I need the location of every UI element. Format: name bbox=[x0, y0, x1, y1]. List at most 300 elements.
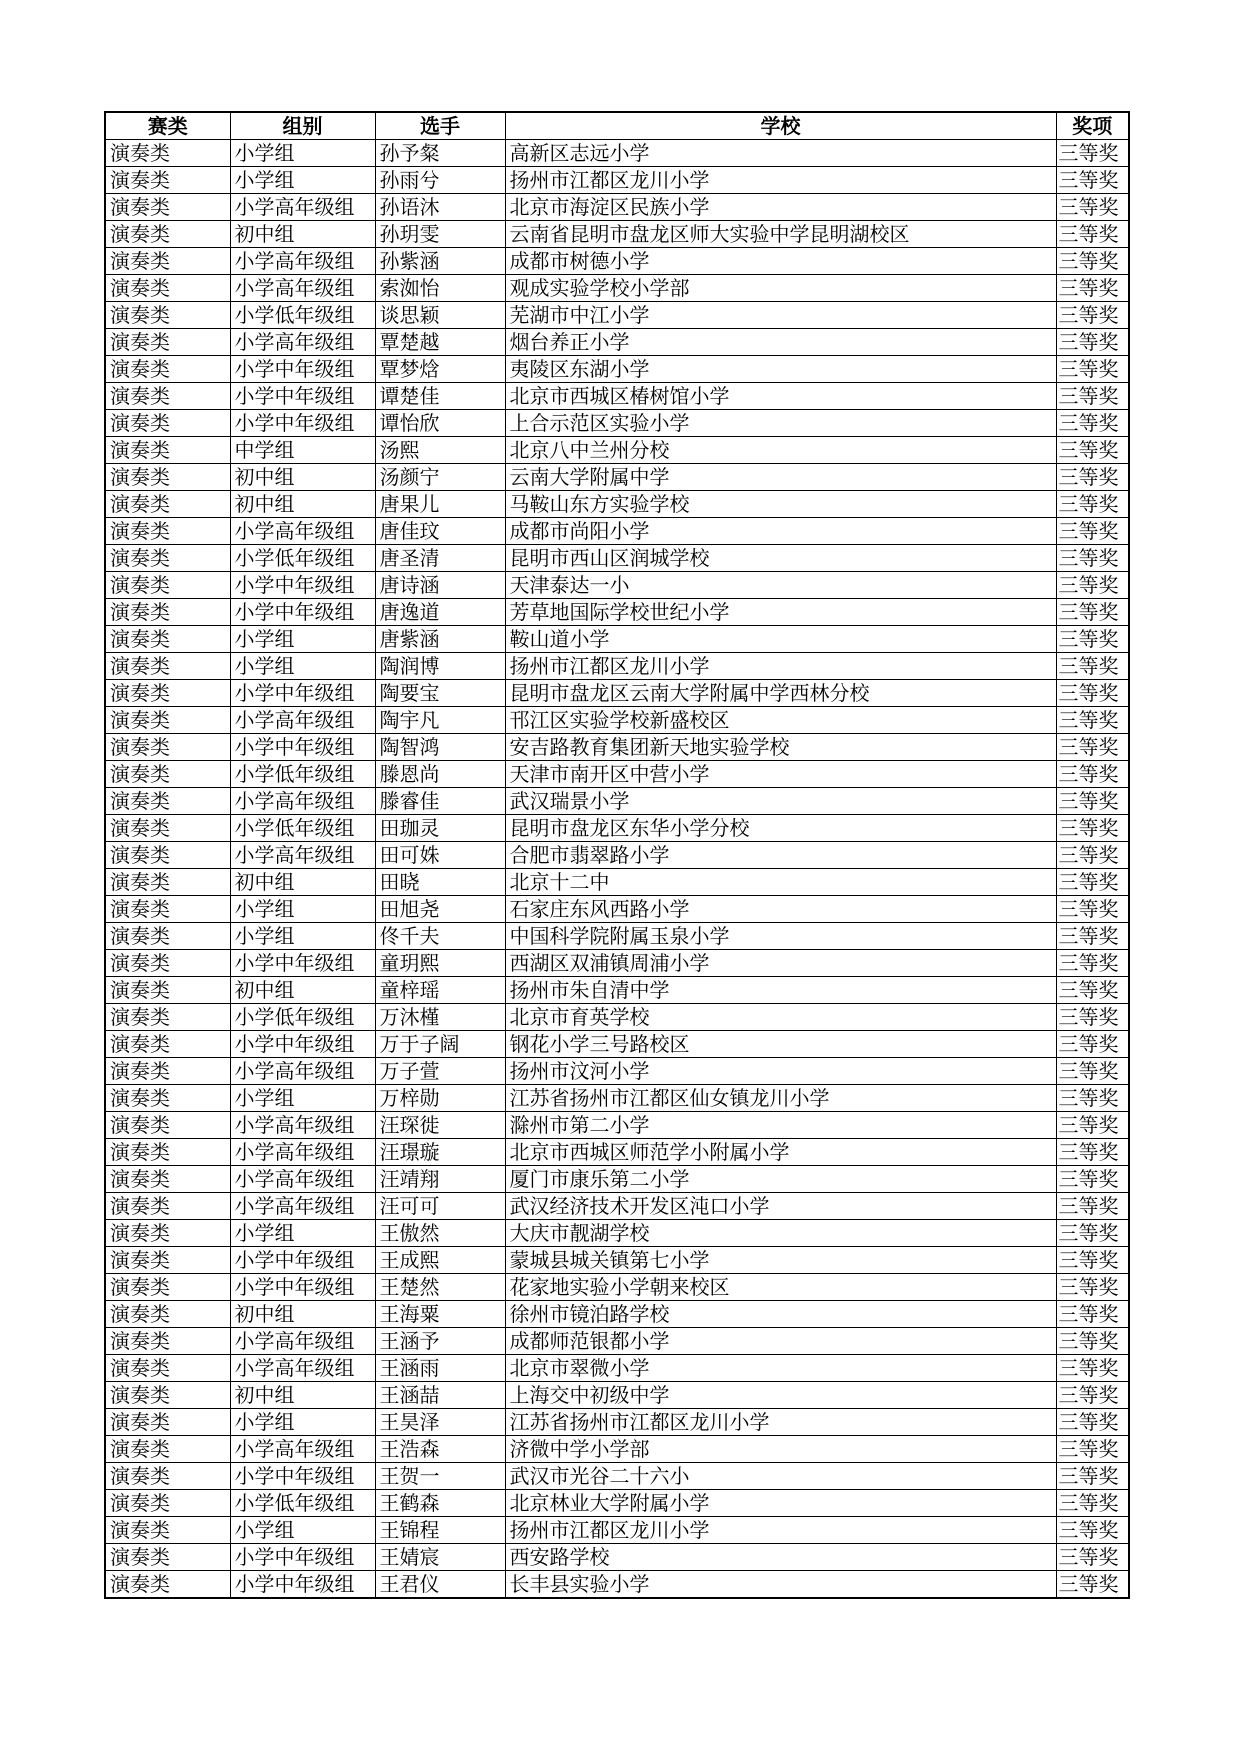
cell-group: 小学组 bbox=[230, 923, 375, 950]
cell-group: 小学高年级组 bbox=[230, 275, 375, 302]
cell-award: 三等奖 bbox=[1056, 410, 1129, 437]
cell-contestant: 王涵予 bbox=[375, 1328, 505, 1355]
header-school: 学校 bbox=[505, 112, 1056, 140]
table-row bbox=[105, 194, 1129, 221]
table-row bbox=[105, 1355, 1129, 1382]
cell-category: 演奏类 bbox=[105, 1112, 230, 1139]
cell-group: 小学中年级组 bbox=[230, 950, 375, 977]
cell-group: 初中组 bbox=[230, 977, 375, 1004]
cell-group: 小学中年级组 bbox=[230, 1247, 375, 1274]
cell-contestant: 田可姝 bbox=[375, 842, 505, 869]
table-row bbox=[105, 1517, 1129, 1544]
cell-contestant: 孙予粲 bbox=[375, 140, 505, 167]
cell-contestant: 王婧宸 bbox=[375, 1544, 505, 1571]
cell-school: 云南大学附属中学 bbox=[505, 464, 1056, 491]
cell-school: 厦门市康乐第二小学 bbox=[505, 1166, 1056, 1193]
cell-school: 花家地实验小学朝来校区 bbox=[505, 1274, 1056, 1301]
cell-award: 三等奖 bbox=[1056, 1058, 1129, 1085]
cell-category: 演奏类 bbox=[105, 599, 230, 626]
table-row bbox=[105, 680, 1129, 707]
cell-school: 观成实验学校小学部 bbox=[505, 275, 1056, 302]
cell-group: 初中组 bbox=[230, 221, 375, 248]
cell-school: 蒙城县城关镇第七小学 bbox=[505, 1247, 1056, 1274]
cell-school: 滁州市第二小学 bbox=[505, 1112, 1056, 1139]
cell-award: 三等奖 bbox=[1056, 977, 1129, 1004]
cell-group: 初中组 bbox=[230, 491, 375, 518]
table-row bbox=[105, 1220, 1129, 1247]
cell-award: 三等奖 bbox=[1056, 1463, 1129, 1490]
table-header bbox=[105, 112, 1129, 140]
table-row bbox=[105, 1058, 1129, 1085]
cell-school: 武汉市光谷二十六小 bbox=[505, 1463, 1056, 1490]
cell-category: 演奏类 bbox=[105, 1571, 230, 1599]
table-row bbox=[105, 1193, 1129, 1220]
cell-category: 演奏类 bbox=[105, 1220, 230, 1247]
cell-award: 三等奖 bbox=[1056, 1409, 1129, 1436]
cell-award: 三等奖 bbox=[1056, 1004, 1129, 1031]
cell-school: 扬州市江都区龙川小学 bbox=[505, 167, 1056, 194]
cell-award: 三等奖 bbox=[1056, 491, 1129, 518]
cell-contestant: 王锦程 bbox=[375, 1517, 505, 1544]
header-category: 赛类 bbox=[105, 112, 230, 140]
table-row bbox=[105, 167, 1129, 194]
cell-award: 三等奖 bbox=[1056, 518, 1129, 545]
cell-group: 初中组 bbox=[230, 464, 375, 491]
cell-group: 小学低年级组 bbox=[230, 302, 375, 329]
cell-contestant: 谭楚佳 bbox=[375, 383, 505, 410]
cell-group: 小学低年级组 bbox=[230, 761, 375, 788]
cell-contestant: 童玥熙 bbox=[375, 950, 505, 977]
cell-contestant: 索洳怡 bbox=[375, 275, 505, 302]
cell-award: 三等奖 bbox=[1056, 1490, 1129, 1517]
cell-award: 三等奖 bbox=[1056, 572, 1129, 599]
cell-group: 小学高年级组 bbox=[230, 842, 375, 869]
cell-award: 三等奖 bbox=[1056, 1544, 1129, 1571]
table-row bbox=[105, 248, 1129, 275]
table-row bbox=[105, 1301, 1129, 1328]
cell-contestant: 田旭尧 bbox=[375, 896, 505, 923]
cell-contestant: 覃梦焓 bbox=[375, 356, 505, 383]
cell-school: 昆明市盘龙区云南大学附属中学西林分校 bbox=[505, 680, 1056, 707]
cell-contestant: 田珈灵 bbox=[375, 815, 505, 842]
cell-category: 演奏类 bbox=[105, 383, 230, 410]
cell-school: 北京市翠微小学 bbox=[505, 1355, 1056, 1382]
cell-category: 演奏类 bbox=[105, 1004, 230, 1031]
cell-award: 三等奖 bbox=[1056, 1382, 1129, 1409]
cell-school: 成都市树德小学 bbox=[505, 248, 1056, 275]
cell-group: 小学高年级组 bbox=[230, 1058, 375, 1085]
table-row bbox=[105, 653, 1129, 680]
cell-award: 三等奖 bbox=[1056, 464, 1129, 491]
table-row bbox=[105, 1544, 1129, 1571]
cell-award: 三等奖 bbox=[1056, 1193, 1129, 1220]
cell-award: 三等奖 bbox=[1056, 950, 1129, 977]
cell-school: 江苏省扬州市江都区龙川小学 bbox=[505, 1409, 1056, 1436]
cell-school: 天津市南开区中营小学 bbox=[505, 761, 1056, 788]
cell-contestant: 滕睿佳 bbox=[375, 788, 505, 815]
header-group: 组别 bbox=[230, 112, 375, 140]
table-row bbox=[105, 869, 1129, 896]
cell-group: 小学低年级组 bbox=[230, 545, 375, 572]
cell-category: 演奏类 bbox=[105, 248, 230, 275]
cell-category: 演奏类 bbox=[105, 1058, 230, 1085]
cell-award: 三等奖 bbox=[1056, 167, 1129, 194]
cell-category: 演奏类 bbox=[105, 140, 230, 167]
cell-group: 小学中年级组 bbox=[230, 572, 375, 599]
cell-award: 三等奖 bbox=[1056, 1112, 1129, 1139]
cell-category: 演奏类 bbox=[105, 626, 230, 653]
cell-award: 三等奖 bbox=[1056, 1571, 1129, 1599]
table-row bbox=[105, 329, 1129, 356]
cell-group: 小学中年级组 bbox=[230, 1031, 375, 1058]
cell-group: 小学低年级组 bbox=[230, 1490, 375, 1517]
cell-category: 演奏类 bbox=[105, 1436, 230, 1463]
cell-award: 三等奖 bbox=[1056, 842, 1129, 869]
table-row bbox=[105, 842, 1129, 869]
cell-contestant: 唐诗涵 bbox=[375, 572, 505, 599]
table-row bbox=[105, 464, 1129, 491]
cell-category: 演奏类 bbox=[105, 1301, 230, 1328]
table-row bbox=[105, 626, 1129, 653]
cell-award: 三等奖 bbox=[1056, 248, 1129, 275]
cell-group: 小学高年级组 bbox=[230, 1112, 375, 1139]
cell-contestant: 王贺一 bbox=[375, 1463, 505, 1490]
cell-group: 小学低年级组 bbox=[230, 1004, 375, 1031]
cell-group: 小学中年级组 bbox=[230, 1571, 375, 1599]
cell-award: 三等奖 bbox=[1056, 1301, 1129, 1328]
cell-contestant: 汪靖翔 bbox=[375, 1166, 505, 1193]
cell-contestant: 汤熙 bbox=[375, 437, 505, 464]
cell-school: 高新区志远小学 bbox=[505, 140, 1056, 167]
cell-contestant: 唐果儿 bbox=[375, 491, 505, 518]
cell-school: 云南省昆明市盘龙区师大实验中学昆明湖校区 bbox=[505, 221, 1056, 248]
cell-award: 三等奖 bbox=[1056, 923, 1129, 950]
cell-contestant: 王海粟 bbox=[375, 1301, 505, 1328]
table-row bbox=[105, 518, 1129, 545]
cell-category: 演奏类 bbox=[105, 545, 230, 572]
cell-contestant: 万梓勋 bbox=[375, 1085, 505, 1112]
cell-group: 小学组 bbox=[230, 140, 375, 167]
cell-group: 小学高年级组 bbox=[230, 788, 375, 815]
cell-category: 演奏类 bbox=[105, 1085, 230, 1112]
table-row bbox=[105, 977, 1129, 1004]
cell-group: 小学组 bbox=[230, 1517, 375, 1544]
cell-award: 三等奖 bbox=[1056, 1355, 1129, 1382]
cell-group: 小学中年级组 bbox=[230, 1274, 375, 1301]
cell-school: 北京市西城区椿树馆小学 bbox=[505, 383, 1056, 410]
cell-contestant: 王昊泽 bbox=[375, 1409, 505, 1436]
cell-category: 演奏类 bbox=[105, 491, 230, 518]
cell-award: 三等奖 bbox=[1056, 140, 1129, 167]
cell-contestant: 陶要宝 bbox=[375, 680, 505, 707]
cell-category: 演奏类 bbox=[105, 1031, 230, 1058]
cell-group: 中学组 bbox=[230, 437, 375, 464]
cell-category: 演奏类 bbox=[105, 653, 230, 680]
cell-category: 演奏类 bbox=[105, 437, 230, 464]
cell-school: 夷陵区东湖小学 bbox=[505, 356, 1056, 383]
cell-category: 演奏类 bbox=[105, 1328, 230, 1355]
cell-school: 北京市育英学校 bbox=[505, 1004, 1056, 1031]
cell-contestant: 佟千夫 bbox=[375, 923, 505, 950]
cell-category: 演奏类 bbox=[105, 896, 230, 923]
cell-contestant: 汪可可 bbox=[375, 1193, 505, 1220]
cell-group: 小学组 bbox=[230, 896, 375, 923]
cell-category: 演奏类 bbox=[105, 1463, 230, 1490]
table-row bbox=[105, 1571, 1129, 1599]
cell-contestant: 王君仪 bbox=[375, 1571, 505, 1599]
cell-category: 演奏类 bbox=[105, 977, 230, 1004]
cell-category: 演奏类 bbox=[105, 1247, 230, 1274]
table-row bbox=[105, 221, 1129, 248]
cell-category: 演奏类 bbox=[105, 1355, 230, 1382]
cell-school: 成都师范银都小学 bbox=[505, 1328, 1056, 1355]
cell-school: 扬州市朱自清中学 bbox=[505, 977, 1056, 1004]
cell-school: 武汉经济技术开发区沌口小学 bbox=[505, 1193, 1056, 1220]
table-row bbox=[105, 545, 1129, 572]
cell-school: 上海交中初级中学 bbox=[505, 1382, 1056, 1409]
table-row bbox=[105, 1031, 1129, 1058]
cell-category: 演奏类 bbox=[105, 815, 230, 842]
cell-group: 初中组 bbox=[230, 869, 375, 896]
cell-school: 鞍山道小学 bbox=[505, 626, 1056, 653]
cell-category: 演奏类 bbox=[105, 1517, 230, 1544]
cell-contestant: 孙语沐 bbox=[375, 194, 505, 221]
table-row bbox=[105, 761, 1129, 788]
cell-award: 三等奖 bbox=[1056, 437, 1129, 464]
cell-school: 北京市海淀区民族小学 bbox=[505, 194, 1056, 221]
cell-school: 马鞍山东方实验学校 bbox=[505, 491, 1056, 518]
cell-contestant: 王涵雨 bbox=[375, 1355, 505, 1382]
cell-award: 三等奖 bbox=[1056, 1436, 1129, 1463]
table-row bbox=[105, 140, 1129, 167]
cell-contestant: 童梓瑶 bbox=[375, 977, 505, 1004]
table-row bbox=[105, 410, 1129, 437]
cell-award: 三等奖 bbox=[1056, 680, 1129, 707]
cell-category: 演奏类 bbox=[105, 410, 230, 437]
cell-group: 小学中年级组 bbox=[230, 1544, 375, 1571]
cell-contestant: 覃楚越 bbox=[375, 329, 505, 356]
cell-contestant: 王涵喆 bbox=[375, 1382, 505, 1409]
results-table bbox=[104, 111, 1130, 1599]
cell-group: 小学高年级组 bbox=[230, 194, 375, 221]
cell-award: 三等奖 bbox=[1056, 194, 1129, 221]
cell-award: 三等奖 bbox=[1056, 761, 1129, 788]
cell-award: 三等奖 bbox=[1056, 1517, 1129, 1544]
cell-award: 三等奖 bbox=[1056, 1220, 1129, 1247]
cell-group: 小学高年级组 bbox=[230, 329, 375, 356]
table-row bbox=[105, 275, 1129, 302]
cell-category: 演奏类 bbox=[105, 680, 230, 707]
cell-award: 三等奖 bbox=[1056, 788, 1129, 815]
cell-award: 三等奖 bbox=[1056, 734, 1129, 761]
cell-contestant: 孙玥雯 bbox=[375, 221, 505, 248]
cell-award: 三等奖 bbox=[1056, 896, 1129, 923]
cell-award: 三等奖 bbox=[1056, 329, 1129, 356]
cell-contestant: 汪璟璇 bbox=[375, 1139, 505, 1166]
cell-award: 三等奖 bbox=[1056, 815, 1129, 842]
cell-contestant: 万沐槿 bbox=[375, 1004, 505, 1031]
cell-group: 小学高年级组 bbox=[230, 1166, 375, 1193]
table-row bbox=[105, 734, 1129, 761]
table-row bbox=[105, 491, 1129, 518]
table-row bbox=[105, 950, 1129, 977]
cell-award: 三等奖 bbox=[1056, 626, 1129, 653]
table-row bbox=[105, 1490, 1129, 1517]
cell-school: 扬州市江都区龙川小学 bbox=[505, 1517, 1056, 1544]
cell-group: 小学组 bbox=[230, 1220, 375, 1247]
cell-contestant: 田晓 bbox=[375, 869, 505, 896]
cell-contestant: 万于子阔 bbox=[375, 1031, 505, 1058]
table-row bbox=[105, 1328, 1129, 1355]
cell-group: 小学高年级组 bbox=[230, 518, 375, 545]
cell-contestant: 陶润博 bbox=[375, 653, 505, 680]
table-row bbox=[105, 1409, 1129, 1436]
cell-category: 演奏类 bbox=[105, 923, 230, 950]
header-row bbox=[105, 112, 1129, 140]
cell-group: 小学中年级组 bbox=[230, 383, 375, 410]
cell-group: 初中组 bbox=[230, 1382, 375, 1409]
table-row bbox=[105, 437, 1129, 464]
cell-award: 三等奖 bbox=[1056, 1139, 1129, 1166]
cell-group: 小学高年级组 bbox=[230, 1193, 375, 1220]
cell-award: 三等奖 bbox=[1056, 383, 1129, 410]
cell-school: 中国科学院附属玉泉小学 bbox=[505, 923, 1056, 950]
cell-school: 芜湖市中江小学 bbox=[505, 302, 1056, 329]
cell-category: 演奏类 bbox=[105, 572, 230, 599]
table-body bbox=[105, 140, 1129, 1599]
table-row bbox=[105, 383, 1129, 410]
cell-group: 小学组 bbox=[230, 653, 375, 680]
cell-award: 三等奖 bbox=[1056, 302, 1129, 329]
cell-contestant: 王成熙 bbox=[375, 1247, 505, 1274]
cell-school: 济微中学小学部 bbox=[505, 1436, 1056, 1463]
table-row bbox=[105, 707, 1129, 734]
cell-group: 小学中年级组 bbox=[230, 599, 375, 626]
cell-group: 小学中年级组 bbox=[230, 680, 375, 707]
cell-category: 演奏类 bbox=[105, 1139, 230, 1166]
cell-group: 小学中年级组 bbox=[230, 356, 375, 383]
header-award: 奖项 bbox=[1056, 112, 1129, 140]
table-row bbox=[105, 1247, 1129, 1274]
cell-group: 小学高年级组 bbox=[230, 707, 375, 734]
cell-group: 小学高年级组 bbox=[230, 1139, 375, 1166]
cell-contestant: 陶宇凡 bbox=[375, 707, 505, 734]
cell-contestant: 王鹤森 bbox=[375, 1490, 505, 1517]
table-row bbox=[105, 1139, 1129, 1166]
cell-category: 演奏类 bbox=[105, 1166, 230, 1193]
cell-group: 小学高年级组 bbox=[230, 1328, 375, 1355]
cell-school: 扬州市汶河小学 bbox=[505, 1058, 1056, 1085]
cell-school: 武汉瑞景小学 bbox=[505, 788, 1056, 815]
cell-group: 初中组 bbox=[230, 1301, 375, 1328]
cell-category: 演奏类 bbox=[105, 1382, 230, 1409]
cell-school: 钢花小学三号路校区 bbox=[505, 1031, 1056, 1058]
cell-group: 小学组 bbox=[230, 167, 375, 194]
cell-school: 长丰县实验小学 bbox=[505, 1571, 1056, 1599]
cell-contestant: 谭怡欣 bbox=[375, 410, 505, 437]
cell-group: 小学中年级组 bbox=[230, 1463, 375, 1490]
table-row bbox=[105, 599, 1129, 626]
cell-award: 三等奖 bbox=[1056, 221, 1129, 248]
cell-school: 成都市尚阳小学 bbox=[505, 518, 1056, 545]
table-row bbox=[105, 788, 1129, 815]
table-row bbox=[105, 815, 1129, 842]
table-row bbox=[105, 1112, 1129, 1139]
header-contestant: 选手 bbox=[375, 112, 505, 140]
cell-category: 演奏类 bbox=[105, 1490, 230, 1517]
cell-group: 小学组 bbox=[230, 626, 375, 653]
cell-school: 合肥市翡翠路小学 bbox=[505, 842, 1056, 869]
cell-award: 三等奖 bbox=[1056, 545, 1129, 572]
cell-category: 演奏类 bbox=[105, 734, 230, 761]
cell-category: 演奏类 bbox=[105, 329, 230, 356]
table-row bbox=[105, 572, 1129, 599]
cell-category: 演奏类 bbox=[105, 167, 230, 194]
cell-award: 三等奖 bbox=[1056, 356, 1129, 383]
cell-group: 小学中年级组 bbox=[230, 410, 375, 437]
table-row bbox=[105, 923, 1129, 950]
cell-category: 演奏类 bbox=[105, 761, 230, 788]
cell-school: 天津泰达一小 bbox=[505, 572, 1056, 599]
cell-contestant: 王浩森 bbox=[375, 1436, 505, 1463]
cell-award: 三等奖 bbox=[1056, 1031, 1129, 1058]
cell-school: 徐州市镜泊路学校 bbox=[505, 1301, 1056, 1328]
cell-award: 三等奖 bbox=[1056, 653, 1129, 680]
table-row bbox=[105, 1004, 1129, 1031]
cell-contestant: 唐圣清 bbox=[375, 545, 505, 572]
cell-contestant: 滕恩尚 bbox=[375, 761, 505, 788]
cell-contestant: 唐逸道 bbox=[375, 599, 505, 626]
cell-category: 演奏类 bbox=[105, 194, 230, 221]
cell-school: 西安路学校 bbox=[505, 1544, 1056, 1571]
cell-category: 演奏类 bbox=[105, 275, 230, 302]
cell-contestant: 王傲然 bbox=[375, 1220, 505, 1247]
cell-award: 三等奖 bbox=[1056, 599, 1129, 626]
cell-award: 三等奖 bbox=[1056, 1166, 1129, 1193]
cell-school: 烟台养正小学 bbox=[505, 329, 1056, 356]
cell-category: 演奏类 bbox=[105, 707, 230, 734]
cell-contestant: 谈思颖 bbox=[375, 302, 505, 329]
cell-school: 北京十二中 bbox=[505, 869, 1056, 896]
table-row bbox=[105, 896, 1129, 923]
cell-contestant: 孙雨兮 bbox=[375, 167, 505, 194]
cell-school: 北京林业大学附属小学 bbox=[505, 1490, 1056, 1517]
cell-category: 演奏类 bbox=[105, 950, 230, 977]
table-row bbox=[105, 1436, 1129, 1463]
cell-category: 演奏类 bbox=[105, 1274, 230, 1301]
cell-school: 西湖区双浦镇周浦小学 bbox=[505, 950, 1056, 977]
cell-group: 小学高年级组 bbox=[230, 248, 375, 275]
cell-school: 北京八中兰州分校 bbox=[505, 437, 1056, 464]
table-row bbox=[105, 1382, 1129, 1409]
cell-school: 扬州市江都区龙川小学 bbox=[505, 653, 1056, 680]
cell-contestant: 王楚然 bbox=[375, 1274, 505, 1301]
cell-category: 演奏类 bbox=[105, 1193, 230, 1220]
cell-contestant: 万子萱 bbox=[375, 1058, 505, 1085]
cell-award: 三等奖 bbox=[1056, 275, 1129, 302]
cell-school: 邗江区实验学校新盛校区 bbox=[505, 707, 1056, 734]
cell-school: 昆明市盘龙区东华小学分校 bbox=[505, 815, 1056, 842]
cell-school: 芳草地国际学校世纪小学 bbox=[505, 599, 1056, 626]
cell-contestant: 唐紫涵 bbox=[375, 626, 505, 653]
cell-school: 石家庄东风西路小学 bbox=[505, 896, 1056, 923]
cell-group: 小学高年级组 bbox=[230, 1355, 375, 1382]
cell-school: 安吉路教育集团新天地实验学校 bbox=[505, 734, 1056, 761]
cell-group: 小学高年级组 bbox=[230, 1436, 375, 1463]
cell-category: 演奏类 bbox=[105, 302, 230, 329]
cell-category: 演奏类 bbox=[105, 464, 230, 491]
cell-contestant: 唐佳玟 bbox=[375, 518, 505, 545]
